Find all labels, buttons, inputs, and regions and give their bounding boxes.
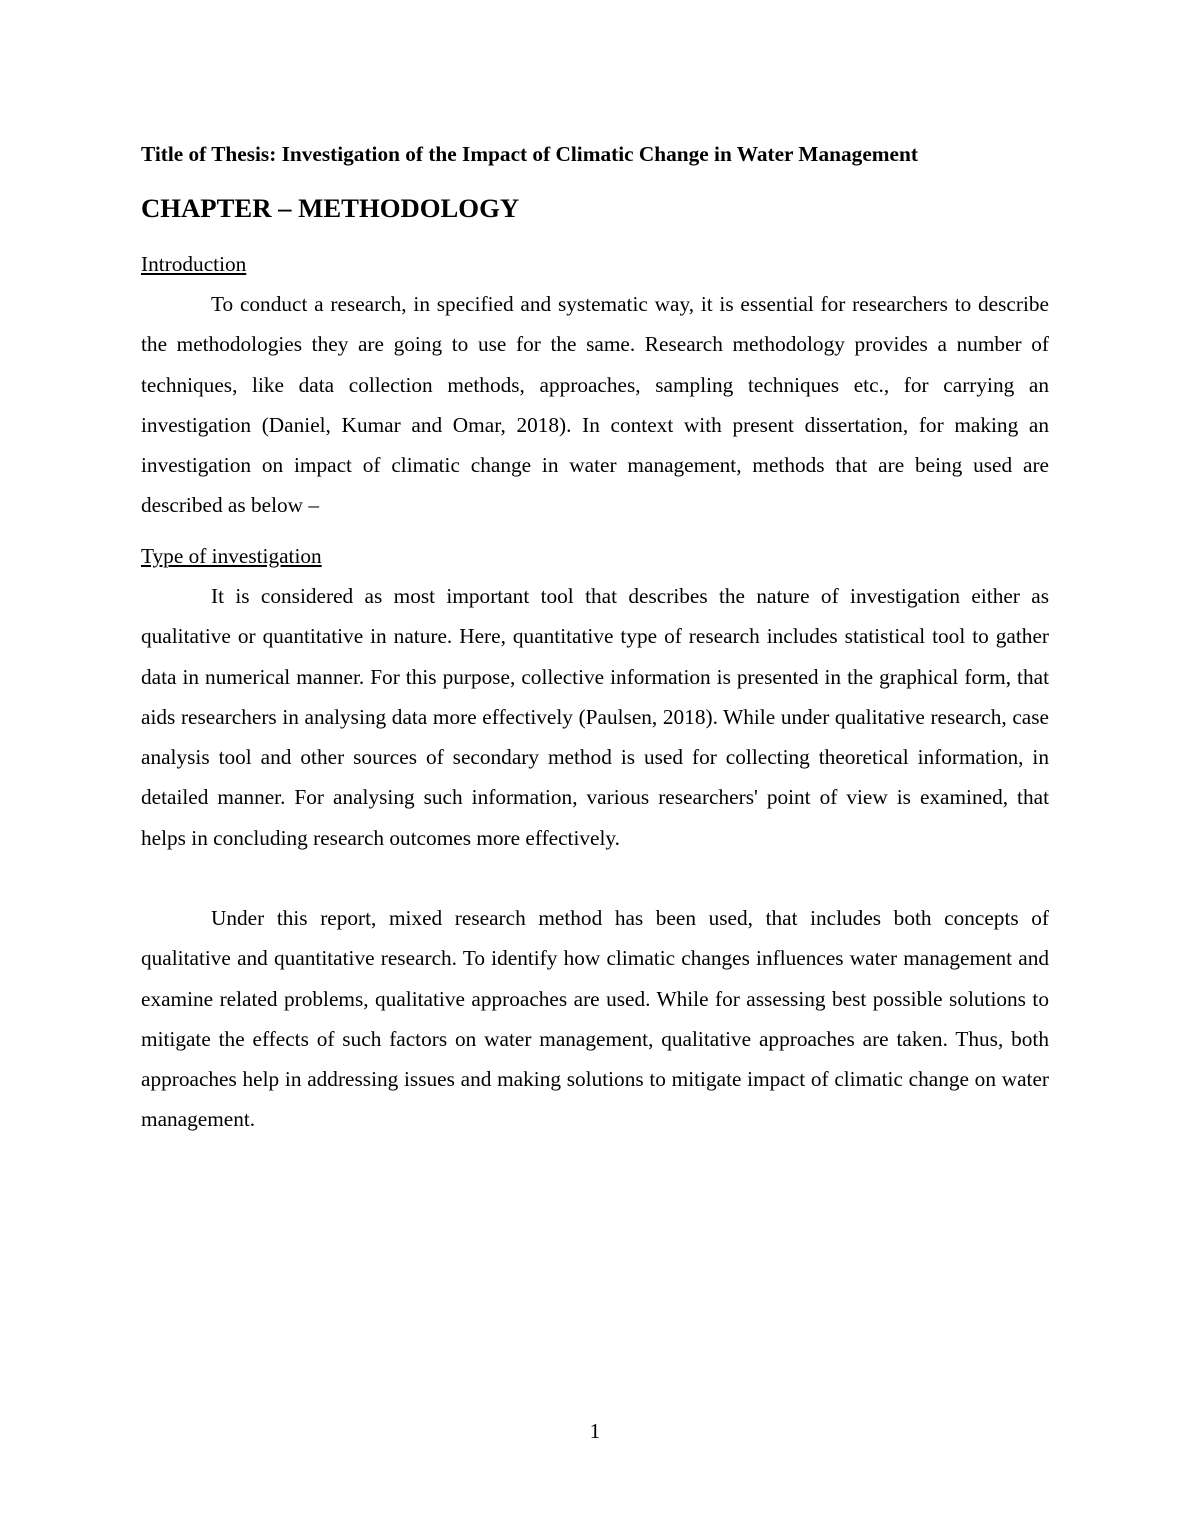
introduction-paragraph: To conduct a research, in specified and systematic way, it is essential for researchers to describe the methodologies they are going to use for the same. Research methodology provides a number of techniques, like data collection methods, approaches, sampling techniques etc., for carrying an investigation (Daniel, Kumar and Omar, 2018). In context with present dissertation, for making an investigation on impact of climatic change in water management, methods that are being used are described as below –	[141, 292, 1049, 518]
type-of-investigation-paragraph-2: Under this report, mixed research method has been used, that includes both concepts of qualitative and quantitative research. To identify how climatic changes influences water management and examine related problems, qualitative approaches are used. While for assessing best possible solutions to mitigate the effects of such factors on water management, qualitative approaches are taken. Thus, both approaches help in addressing issues and making solutions to mitigate impact of climatic change on water management.	[141, 906, 1049, 1132]
page-number: 1	[589, 1419, 601, 1443]
section-heading-type-of-investigation: Type of investigation	[141, 544, 322, 568]
type-of-investigation-paragraph-1: It is considered as most important tool that describes the nature of investigation either as qualitative or quantitative in nature. Here, quantitative type of research includes statistical tool to gather data in numerical manner. For this purpose, collective information is presented in the graphical form, that aids researchers in analysing data more effectively (Paulsen, 2018). While under qualitative research, case analysis tool and other sources of secondary method is used for collecting theoretical information, in detailed manner. For analysing such information, various researchers' point of view is examined, that helps in concluding research outcomes more effectively.	[141, 584, 1049, 850]
chapter-heading: CHAPTER – METHODOLOGY	[141, 193, 520, 223]
thesis-title: Title of Thesis: Investigation of the Impact of Climatic Change in Water Management	[141, 142, 918, 166]
section-heading-introduction: Introduction	[141, 252, 247, 276]
